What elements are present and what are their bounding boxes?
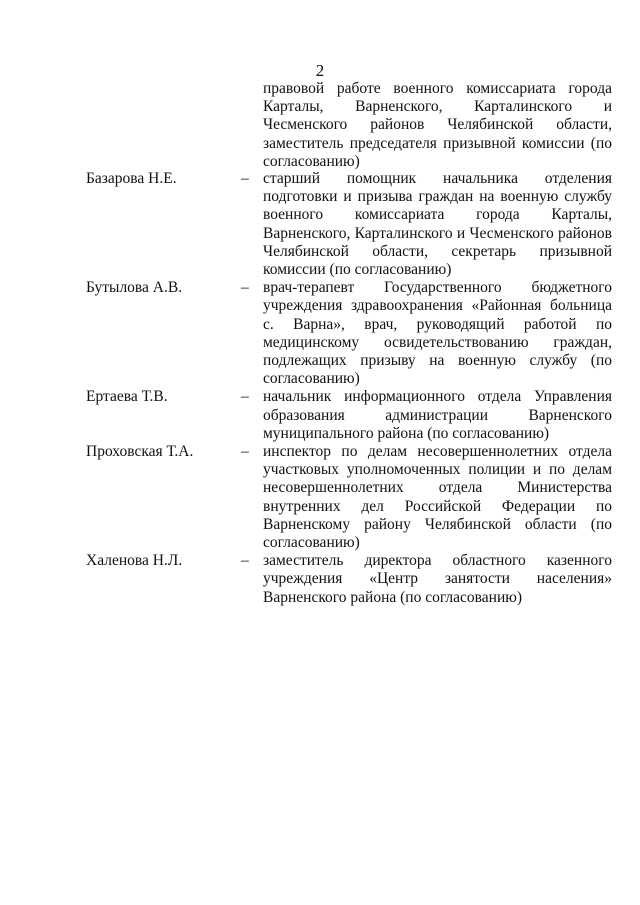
member-entry: [0, 388, 640, 443]
dash-separator: –: [241, 170, 249, 187]
member-name: Бутылова А.В.: [86, 279, 183, 297]
member-role: заместитель директора областного казенного учреждения «Центр занятости населения» Варненского района (по согласованию): [263, 552, 612, 606]
member-entry: [0, 279, 640, 388]
member-name: Халенова Н.Л.: [86, 552, 183, 570]
dash-separator: –: [241, 552, 249, 570]
member-role: инспектор по делам несовершеннолетних отдела участковых уполномоченных полиции и по делам несовершеннолетних отдела Министерства внутренних дел Российской Федерации по Варненскому району Челябинской области (по согласованию): [263, 443, 612, 552]
member-name: Базарова Н.Е.: [86, 170, 177, 187]
page-number: 2: [315, 61, 325, 80]
member-name: Ертаева Т.В.: [86, 388, 168, 406]
member-name: Проховская Т.А.: [86, 443, 194, 461]
member-role: начальник информационного отдела Управления образования администрации Варненского муниципального района (по согласованию): [263, 388, 612, 442]
dash-separator: –: [241, 443, 249, 461]
member-entry: [0, 552, 640, 607]
member-role: врач-терапевт Государственного бюджетного учреждения здравоохранения «Районная больница с. Варна», врач, руководящий работой по медицинскому освидетельствованию граждан, подлежащих призыву на военную службу (по согласованию): [263, 279, 612, 388]
member-entry: [0, 443, 640, 552]
dash-separator: –: [241, 279, 249, 297]
member-role: старший помощник начальника отделения подготовки и призыва граждан на военную службу военного комиссариата города Карталы, Варненского, Карталинского и Чесменского районов Челябинской области, секретарь призывной комиссии (по согласованию): [263, 170, 612, 279]
continuation-text: правовой работе военного комиссариата города Карталы, Варненского, Карталинского и Чесменского районов Челябинской области, заместитель председателя призывной комиссии (по согласованию): [263, 80, 612, 170]
member-entry: [0, 170, 640, 279]
commission-members-list: [0, 170, 640, 607]
dash-separator: –: [241, 388, 249, 406]
